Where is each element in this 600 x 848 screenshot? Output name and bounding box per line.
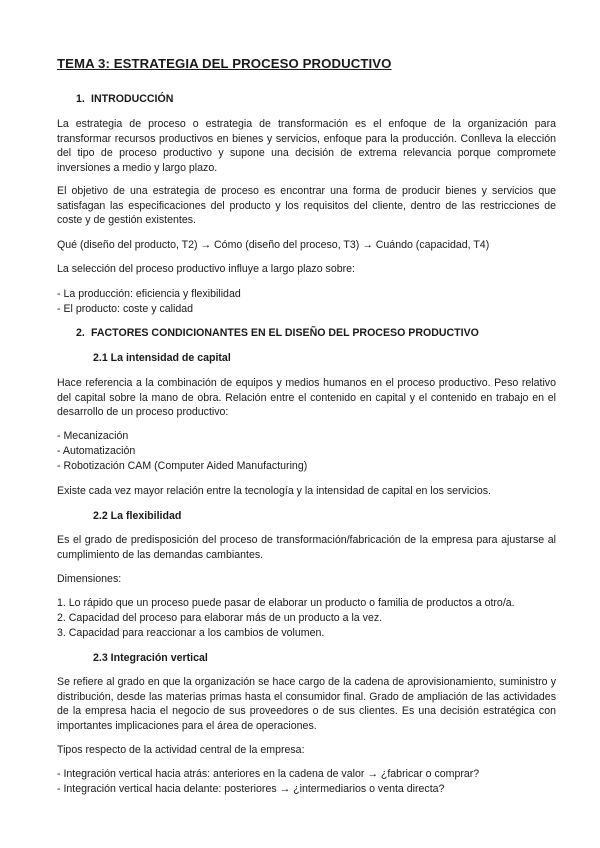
list-item: - Integración vertical hacia atrás: anteriores en la cadena de valor → ¿fabricar o comprar?: [57, 768, 480, 780]
list-item: - Integración vertical hacia delante: posteriores → ¿intermediarios o venta directa?: [57, 783, 445, 795]
section-1-heading: [76, 92, 173, 107]
intro-paragraph-4: La selección del proceso productivo influye a largo plazo sobre:: [57, 263, 355, 275]
types-label: Tipos respecto de la actividad central de la empresa:: [57, 744, 305, 756]
subsection-2-1-heading: 2.1 La intensidad de capital: [93, 352, 231, 364]
section-2-title: FACTORES CONDICIONANTES EN EL DISEÑO DEL PROCESO PRODUCTIVO: [91, 327, 479, 339]
intro-flow-line: Qué (diseño del producto, T2) → Cómo (diseño del proceso, T3) → Cuándo (capacidad, T4): [57, 239, 490, 251]
section-2-heading: [76, 326, 479, 341]
list-item: 3. Capacidad para reaccionar a los cambios de volumen.: [57, 627, 325, 639]
section-1-title: INTRODUCCIÓN: [91, 93, 174, 105]
subsection-2-2-paragraph: Es el grado de predisposición del proceso de transformación/fabricación de la empresa para ajustarse al cumplimiento de las demandas cambiantes.: [57, 534, 556, 561]
list-item: - La producción: eficiencia y flexibilidad: [57, 288, 241, 300]
intro-paragraph-1: La estrategia de proceso o estrategia de transformación es el enfoque de la organización para transformar recursos productivos en bienes y servicios, enfoque para la producción. Conlleva la elección del tipo de proceso productivo y supone una decisión de extrema relevancia porque compromete inversiones a medio y largo plazo.: [57, 118, 556, 174]
subsection-2-2-heading: 2.2 La flexibilidad: [93, 510, 182, 522]
intro-paragraph-2: El objetivo de una estrategia de proceso es encontrar una forma de producir bienes y servicios que satisfagan las especificaciones del producto y los requisitos del cliente, dentro de las restricciones de coste y de gestión existentes.: [57, 185, 556, 227]
subsection-2-3-heading: 2.3 Integración vertical: [93, 652, 208, 664]
subsection-2-1-closing: Existe cada vez mayor relación entre la tecnología y la intensidad de capital en los servicios.: [57, 485, 491, 497]
subsection-2-1-paragraph: Hace referencia a la combinación de equipos y medios humanos en el proceso productivo. Peso relativo del capital sobre la mano de obra. Relación entre el contenido en capital y el contenido en trabajo en el desarrollo de un proceso productivo:: [57, 377, 556, 419]
list-item: - El producto: coste y calidad: [57, 303, 194, 315]
list-item: 2. Capacidad del proceso para elaborar más de un producto a la vez.: [57, 612, 383, 624]
dimensions-label: Dimensiones:: [57, 573, 122, 585]
section-1-number: 1.: [76, 93, 85, 105]
list-item: - Mecanización: [57, 430, 129, 442]
list-item: - Automatización: [57, 445, 136, 457]
document-title: TEMA 3: ESTRATEGIA DEL PROCESO PRODUCTIVO: [57, 56, 392, 71]
list-item: 1. Lo rápido que un proceso puede pasar de elaborar un producto o familia de productos a otro/a.: [57, 597, 515, 609]
section-2-number: 2.: [76, 327, 85, 339]
list-item: - Robotización CAM (Computer Aided Manufacturing): [57, 460, 308, 472]
subsection-2-3-paragraph: Se refiere al grado en que la organización se hace cargo de la cadena de aprovisionamiento, suministro y distribución, desde las materias primas hasta el consumidor final. Grado de ampliación de las actividades de la empresa hacia el negocio de sus proveedores o de sus clientes. Es una decisión estratégica con importantes implicaciones para el área de operaciones.: [57, 676, 556, 732]
